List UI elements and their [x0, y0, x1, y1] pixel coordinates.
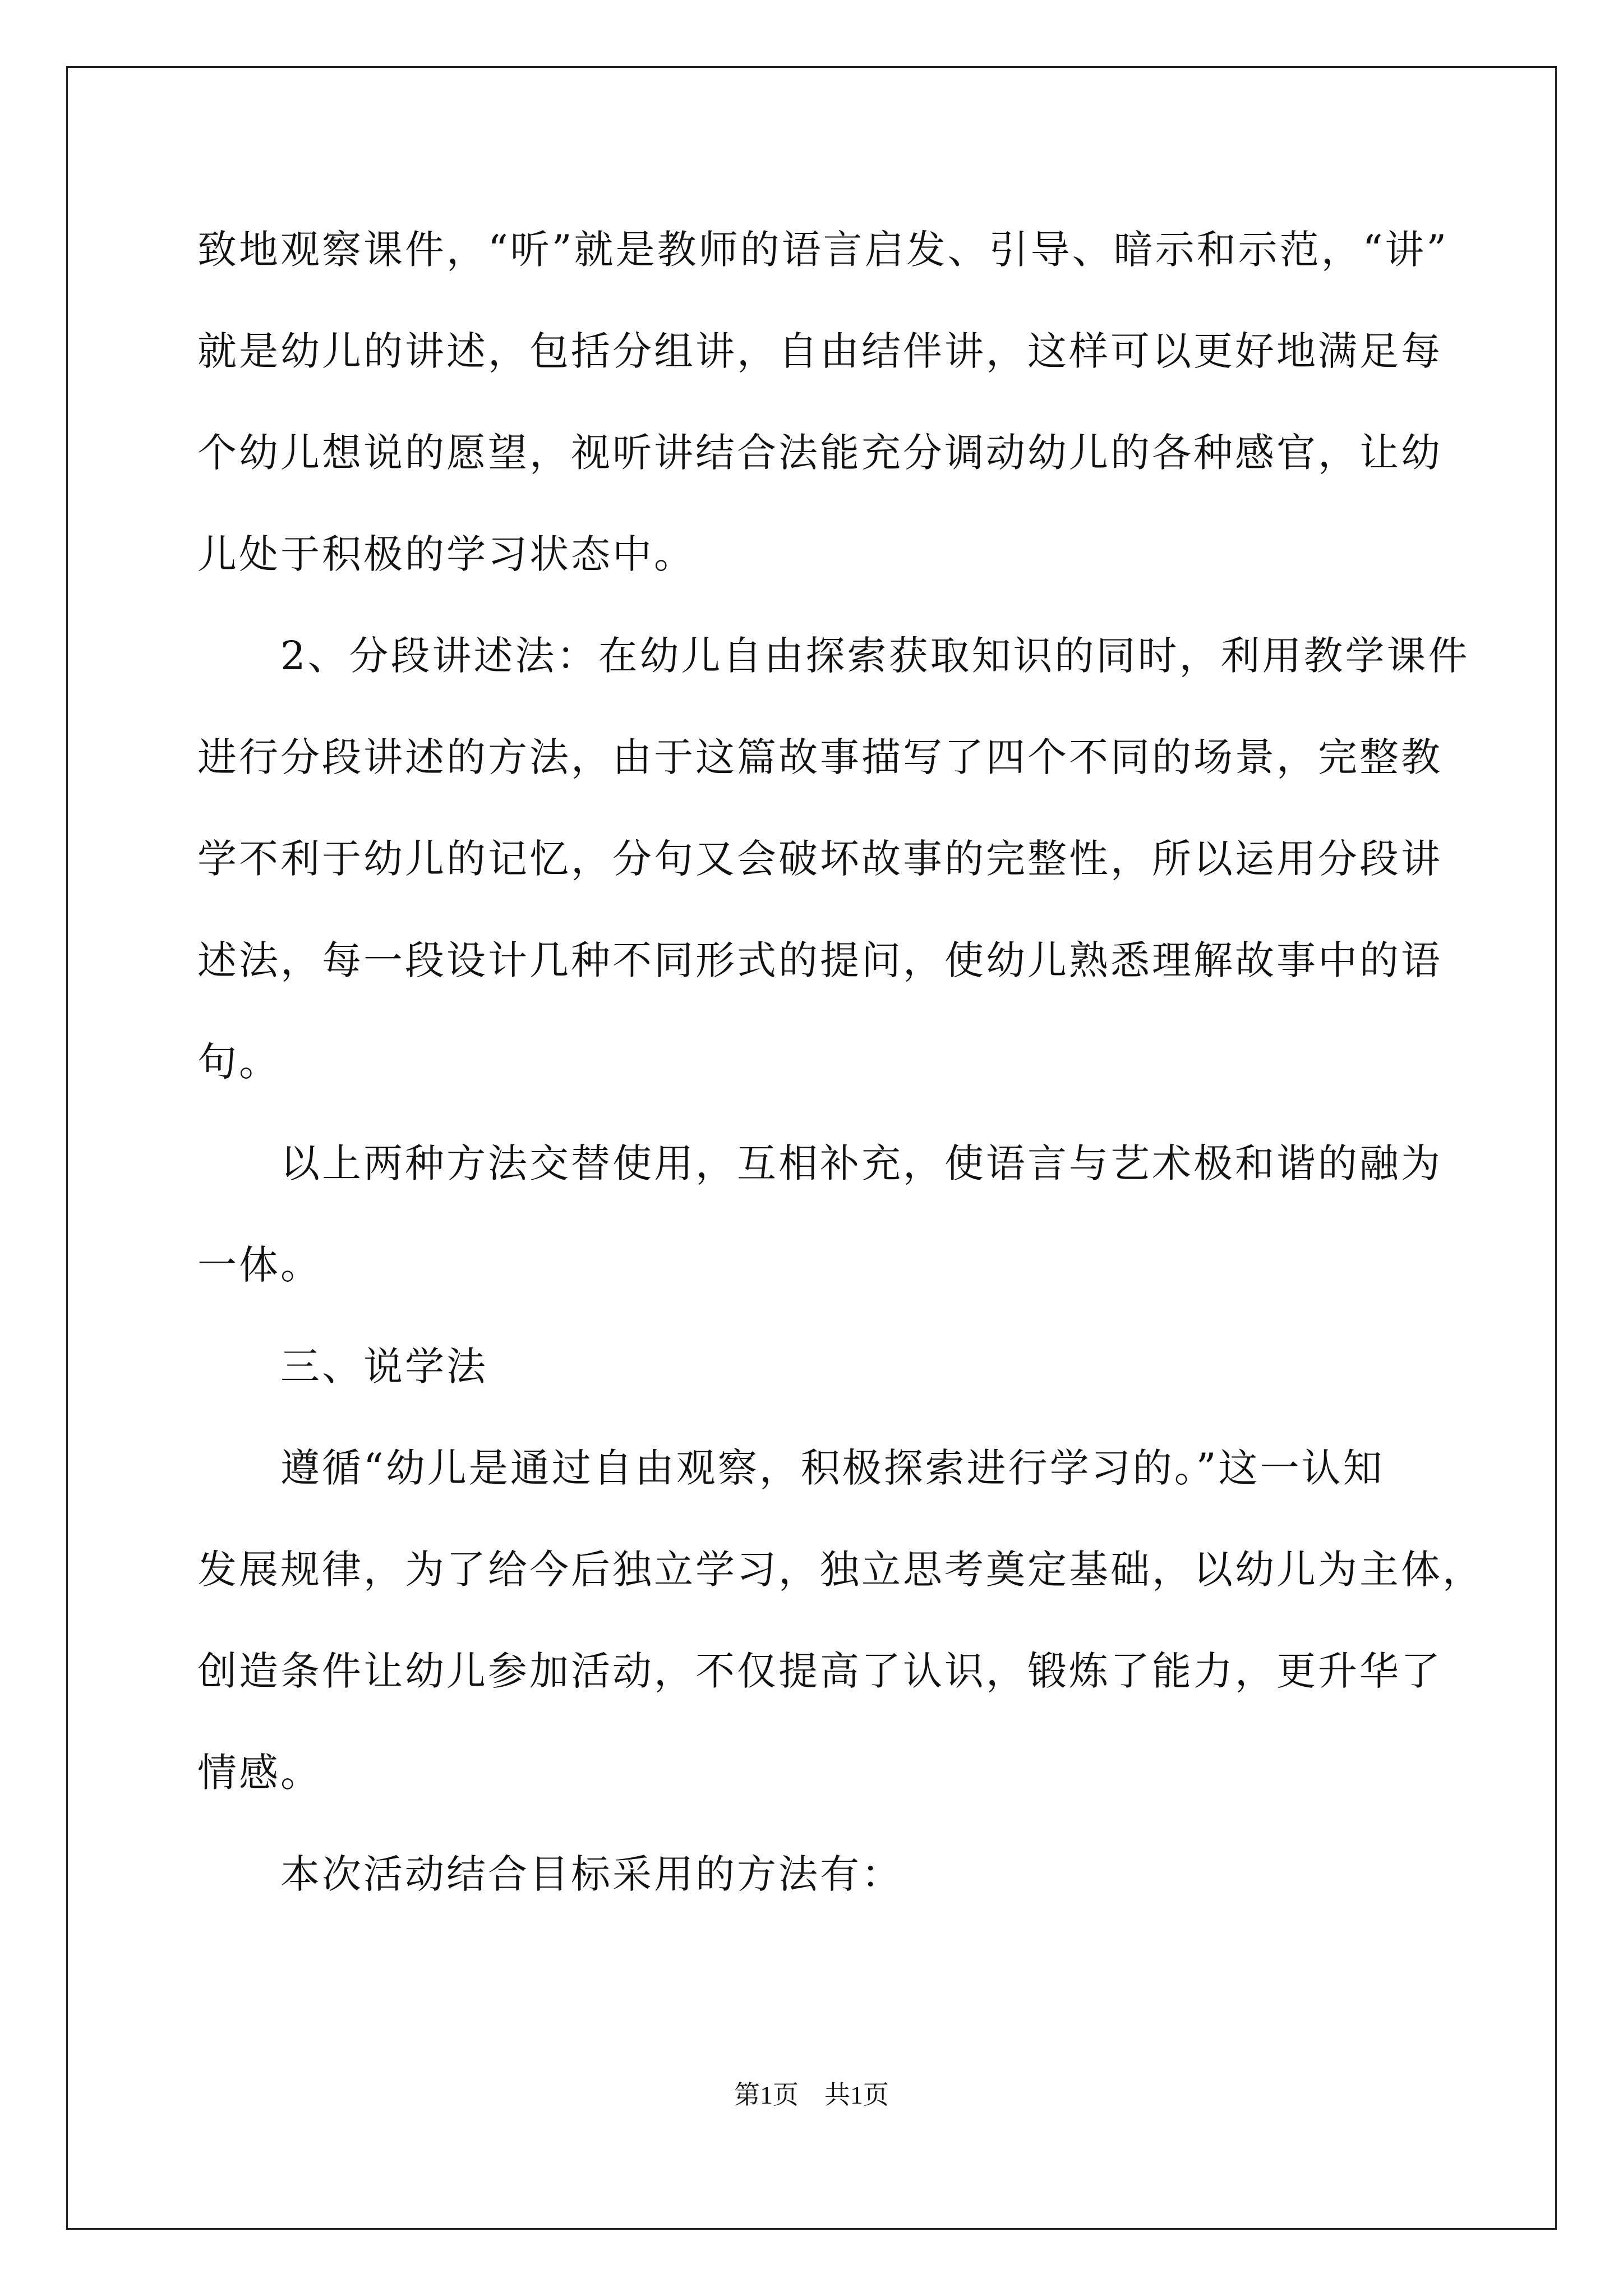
body-line: 学不利于幼儿的记忆，分句又会破坏故事的完整性，所以运用分段讲 [197, 836, 1442, 882]
body-line: 发展规律，为了给今后独立学习，独立思考奠定基础，以幼儿为主体， [197, 1547, 1484, 1593]
body-line: 个幼儿想说的愿望，视听讲结合法能充分调动幼儿的各种感官，让幼 [197, 430, 1442, 476]
paragraph-start-line: 遵循“幼儿是通过自由观察，积极探索进行学习的。”这一认知 [280, 1445, 1385, 1491]
body-line: 一体。 [197, 1242, 322, 1288]
body-line: 情感。 [197, 1750, 322, 1796]
body-line: 创造条件让幼儿参加活动，不仅提高了认识，锻炼了能力，更升华了 [197, 1648, 1442, 1694]
body-line: 致地观察课件，“听”就是教师的语言启发、引导、暗示和示范，“讲” [197, 227, 1449, 273]
body-line: 句。 [197, 1039, 280, 1085]
body-line: 进行分段讲述的方法，由于这篇故事描写了四个不同的场景，完整教 [197, 734, 1442, 780]
section-heading: 三、说学法 [280, 1343, 488, 1389]
paragraph-start-line: 以上两种方法交替使用，互相补充，使语言与艺术极和谐的融为 [280, 1140, 1442, 1186]
page-number-footer: 第1页 共1页 [734, 2081, 889, 2109]
body-line: 述法，每一段设计几种不同形式的提问，使幼儿熟悉理解故事中的语 [197, 937, 1442, 983]
body-line: 就是幼儿的讲述，包括分组讲，自由结伴讲，这样可以更好地满足每 [197, 328, 1442, 374]
body-line: 儿处于积极的学习状态中。 [197, 531, 695, 577]
paragraph-start-line: 本次活动结合目标采用的方法有： [280, 1851, 903, 1897]
paragraph-start-line: 2、分段讲述法：在幼儿自由探索获取知识的同时，利用教学课件 [280, 633, 1470, 679]
document-body [197, 199, 1484, 1925]
